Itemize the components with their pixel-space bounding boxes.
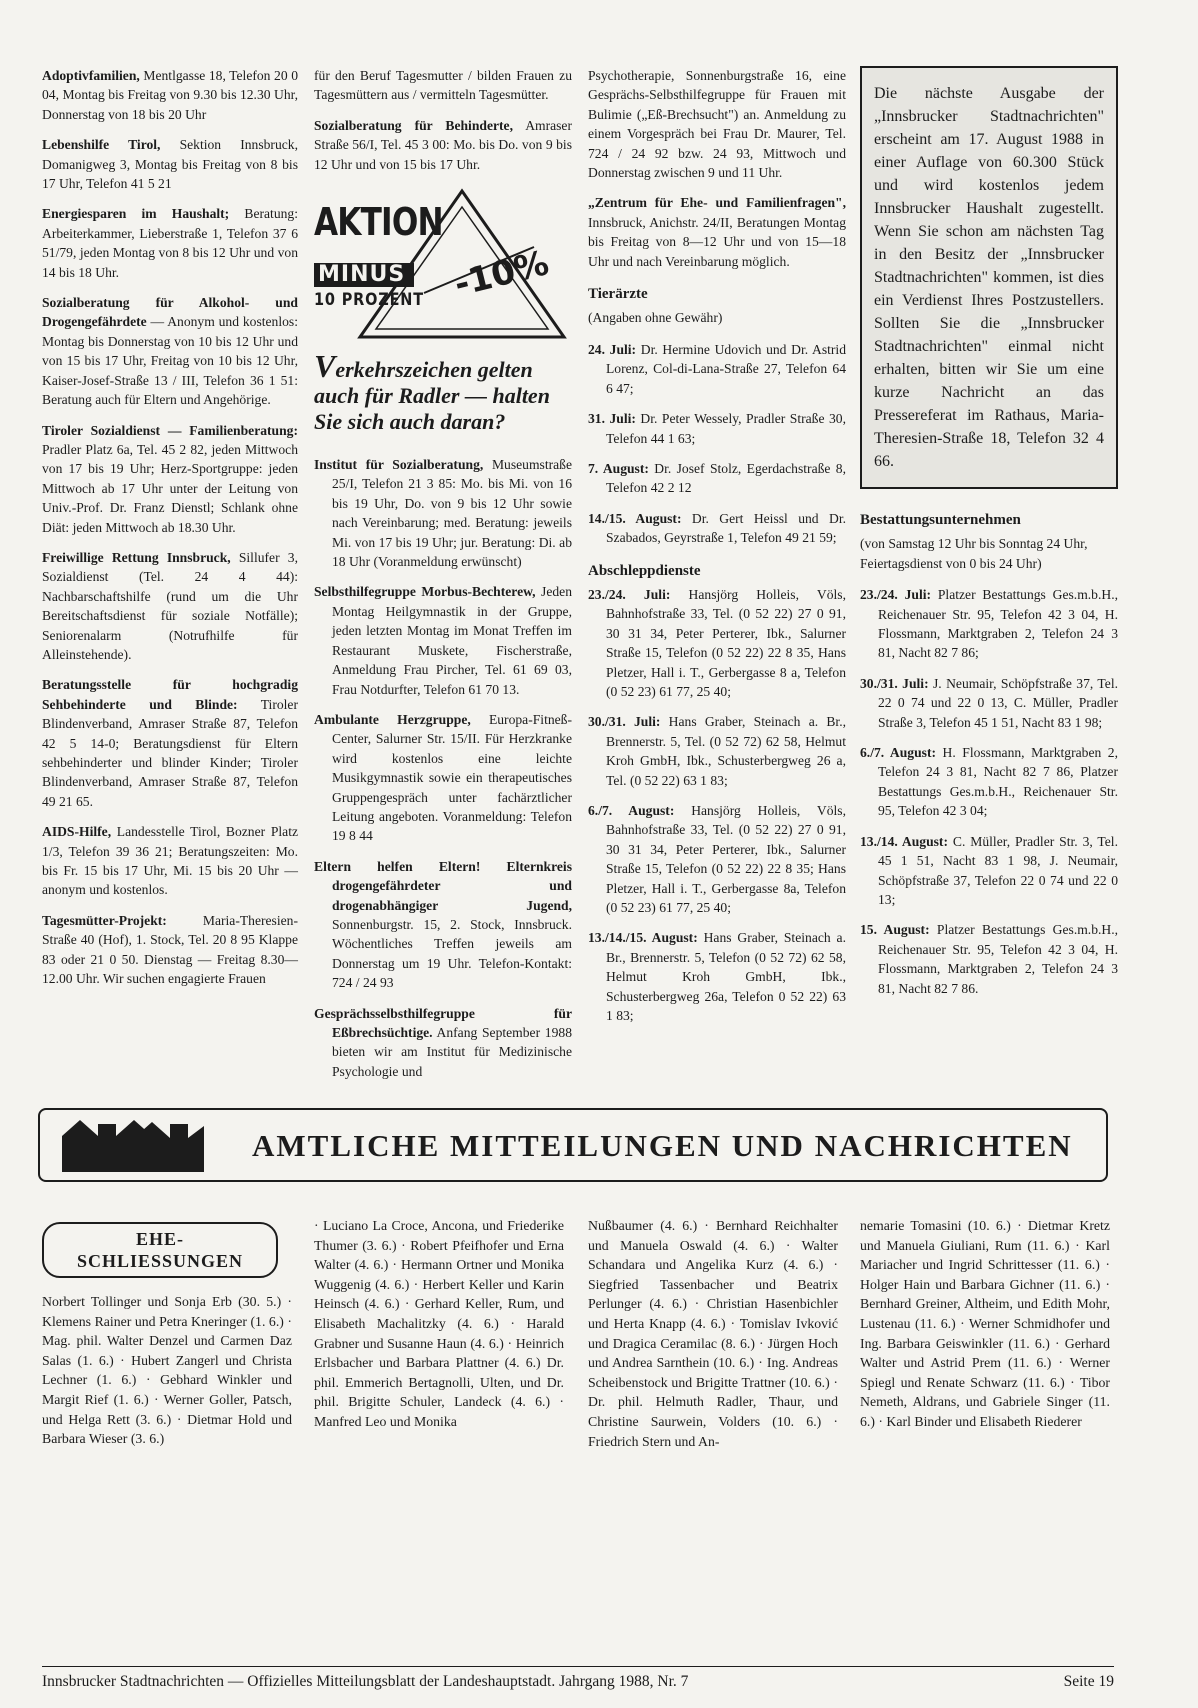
entry	[314, 116, 572, 174]
column-1	[42, 66, 298, 999]
entry-heading: Adoptivfamilien,	[42, 68, 140, 83]
entry-heading: Sozialberatung für Alkohol- und Drogengefährdete	[42, 295, 298, 330]
abschlepp-list	[588, 585, 846, 1026]
aktion-prozent-label: 10 PROZENT	[314, 290, 424, 311]
entry-text: H. Flossmann, Marktgraben 2, Telefon 24 3 81, Nacht 82 7 86, Platzer Bestattungs Ges.m.b.H., Reichenauer Str. 95, Telefon 42 3 04;	[878, 745, 1118, 819]
entry-text: Sonnenburgstr. 15, 2. Stock, Innsbruck. Wöchentliches Treffen jeweils am Donnerstag um 19 Uhr. Telefon-Kontakt: 724 / 24 93	[332, 916, 572, 991]
entry-text: Platzer Bestattungs Ges.m.b.H., Reichenauer Str. 95, Telefon 42 3 04, H. Flossmann, Marktgraben 2, Telefon 24 3 81, Nacht 82 7 86;	[878, 587, 1118, 661]
entry-heading: 6./7. August:	[860, 745, 937, 761]
column-2	[314, 66, 572, 1092]
entry-text: Anfang September 1988 bieten wir am Institut für Medizinische Psychologie und	[332, 1025, 572, 1079]
column-2-bottom-entries	[314, 455, 572, 1081]
entry-heading: Ambulante Herzgruppe,	[314, 711, 471, 727]
banner-title: AMTLICHE MITTEILUNGEN UND NACHRICHTEN	[252, 1128, 1073, 1163]
verkehr-headline	[314, 348, 572, 435]
entry-text: Beratung: Arbeiterkammer, Lieberstraße 1, Telefon 37 6 51/79, jeden Montag von 8 bis 12 Uhr und von 14 bis 18 Uhr.	[42, 206, 298, 280]
entry-text: Landesstelle Tirol, Bozner Platz 1/3, Telefon 39 36 21; Beratungszeiten: Mo. bis Fr. 15 bis 17 Uhr, Mi. 15 bis 20 Uhr — anonym und kostenlos.	[42, 824, 298, 898]
entry	[314, 455, 572, 571]
entry-heading: 13./14. August:	[860, 833, 948, 849]
verkehr-initial: V	[314, 348, 336, 385]
page-number: Seite 19	[1063, 1673, 1114, 1690]
entry-text: C. Müller, Pradler Str. 3, Tel. 45 1 51, Nacht 83 1 98, J. Neumair, Schöpfstraße 37, Telefon 22 0 74 und 22 0 13;	[878, 833, 1118, 907]
entry-text: Tiroler Blindenverband, Amraser Straße 87, Telefon 42 5 14-0; Beratungsdienst für Eltern sehbehinderter und blinder Kinder; Tiroler Blindenverband, Amraser Straße 87, Telefon 49 21 65.	[42, 696, 298, 809]
entry	[588, 409, 846, 448]
footer-title: Innsbrucker Stadtnachrichten — Offizielles Mitteilungsblatt der Landeshauptstadt. Jahrgang 1988, Nr. 7	[42, 1673, 689, 1690]
entry-text: Sektion Innsbruck, Domanigweg 3, Montag bis Freitag von 8 bis 17 Uhr, Telefon 41 5 21	[42, 137, 298, 192]
entry	[588, 340, 846, 398]
entry-heading: Eltern helfen Eltern! Elternkreis drogengefährdeter und drogenabhängiger Jugend,	[314, 858, 572, 913]
entry-heading: 15. August:	[860, 922, 930, 938]
entry-text: Hansjörg Holleis, Völs, Bahnhofstraße 33, Tel. (0 52 22) 27 0 91, 30 31 34, Peter Perterer, Ibk., Salurner Straße 15, Telefon (0 52 22) 22 8 35, Hans Pletzer, Hall i. T., Gerbergasse 8 a, Telefon (0 52 23) 61 77, 25 40;	[606, 586, 846, 699]
ehe-column-4: nemarie Tomasini (10. 6.) · Dietmar Kretz und Manuela Giuliani, Rum (11. 6.) · Karl Mariacher und Ingrid Schrittesser (11. 6.) · Holger Hain und Barbara Gichner (11. 6.) · Bernhard Greiner, Altheim, und Edith Mohr, Lustenau (11. 6.) · Werner Schmidhofer und Ing. Barbara Geiswinkler (11. 6.) · Gerhard Walter und Astrid Prem (11. 6.) · Werner Spiegl und Renate Schwarz (11. 6.) · Tibor Nemeth, Aldrans, und Gabriele Singer (11. 6.) · Karl Binder und Elisabeth Riederer	[860, 1218, 1110, 1429]
entry-heading: 13./14./15. August:	[588, 930, 698, 946]
notice-box: Die nächste Ausgabe der „Innsbrucker Stadtnachrichten" erscheint am 17. August 1988 in einer Auflage von 60.300 Stück und wird kostenlos jedem Innsbrucker Haushalt zugestellt. Wenn Sie schon am nächsten Tag in den Besitz der „Innsbrucker Stadtnachrichten" kommen, ist dies ein Verdienst Ihres Postzustellers. Sollten Sie die „Innsbrucker Stadtnachrichten" einmal nicht erhalten, bitten wir Sie um eine kurze Nachricht an das Pressereferat im Rathaus, Maria-Theresien-Straße 18, Telefon 32 4 66.	[860, 66, 1118, 489]
entry-heading: 7. August:	[588, 460, 649, 476]
entry-text: Jeden Montag Heilgymnastik in der Gruppe, jeden letzten Montag im Monat Treffen im Restaurant Muskete, Fischerstraße, Anmeldung Frau Pircher, Tel. 61 69 03, Frau Notdurfter, Telefon 61 70 13.	[332, 584, 572, 697]
entry	[314, 857, 572, 993]
entry-heading: AIDS-Hilfe,	[42, 824, 112, 840]
entry-text: Pradler Platz 6a, Tel. 45 2 82, jeden Mittwoch von 17 bis 19 Uhr; Herz-Sportgruppe: jeden Mittwoch ab 17 Uhr unter der Leitung von Univ.-Prof. Dr. Franz Dienstl; Schlank ohne Diät: jeden Mittwoch ab 18.30 Uhr.	[42, 441, 298, 535]
entry-heading: Beratungsstelle für hochgradig Sehbehinderte und Blinde:	[42, 677, 298, 712]
entry	[42, 548, 298, 664]
entry-heading: „Zentrum für Ehe- und Familienfragen",	[588, 195, 846, 211]
entry	[42, 66, 298, 124]
entry-text: Hans Graber, Steinach a. Br., Brennerstr. 5, Tel. (0 52 72) 62 58, Helmut Kroh GmbH, Ibk., Schusterbergweg 26 a, Tel. (0 52 22) 63 1 83;	[606, 714, 846, 788]
entry	[42, 675, 298, 811]
aktion-minus-label: MINUS	[314, 263, 414, 287]
entry-heading: Sozialberatung für Behinderte,	[314, 117, 513, 133]
entry	[588, 928, 846, 1025]
entry-heading: Selbsthilfegruppe Morbus-Bechterew,	[314, 584, 536, 600]
entry-text: Museumstraße 25/I, Telefon 21 3 85: Mo. bis Mi. von 16 bis 19 Uhr, Do. von 9 bis 12 Uhr sowie nach Vereinbarung; med. Beratung: jeweils Mi. von 17 bis 19 Uhr; jur. Beratung: Di. ab 18 Uhr (Voranmeldung erwünscht)	[332, 457, 572, 570]
aktion-percent-badge: -10%	[450, 243, 553, 306]
entry	[314, 710, 572, 846]
city-houses-icon	[58, 1114, 208, 1174]
entry-heading: 30./31. Juli:	[860, 675, 929, 691]
entry-heading: 30./31. Juli:	[588, 714, 661, 730]
column-4	[860, 66, 1118, 1009]
column-3-top-entries	[588, 66, 846, 271]
entry-text: — Anonym und kostenlos: Montag bis Donnerstag von 10 bis 12 Uhr und von 15 bis 17 Uhr, Freitag von 10 bis 12 Uhr, Kaiser-Josef-Straße 13 / III, Telefon 36 1 51: Beratung auch für Eltern und Angehörige.	[42, 314, 298, 408]
entry	[860, 832, 1118, 910]
entry-heading: 31. Juli:	[588, 411, 636, 427]
bestattung-heading: Bestattungsunternehmen	[860, 512, 1021, 528]
entry	[588, 712, 846, 790]
entry	[314, 66, 572, 105]
entry	[860, 920, 1118, 998]
entry-text: Dr. Josef Stolz, Egerdachstraße 8, Telefon 42 2 12	[606, 460, 847, 496]
bestattung-subtitle: (von Samstag 12 Uhr bis Sonntag 24 Uhr, Feiertagsdienst von 0 bis 24 Uhr)	[860, 536, 1088, 571]
entry	[588, 509, 846, 548]
entry-heading: Energiesparen im Haushalt;	[42, 206, 230, 222]
entry-text: Hansjörg Holleis, Völs, Bahnhofstraße 33, Tel. (0 52 22) 27 0 91, 30 31 34, Peter Perterer, Ibk., Salurner Straße 15, Telefon (0 52 22) 22 8 35; Hans Pletzer, Hall i. T., Gerbergasse 8a, Telefon (0 52 23) 61 77, 25 40;	[606, 803, 846, 916]
entry-text: Maria-Theresien-Straße 40 (Hof), 1. Stock, Tel. 20 8 95 Klappe 83 oder 21 0 50. Dienstag — Freitag 8.30—12.00 Uhr. Wir suchen engagierte Frauen	[42, 912, 298, 987]
entry-text: Platzer Bestattungs Ges.m.b.H., Reichenauer Str. 95, Telefon 42 3 04, H. Flossmann, Marktgraben 2, Telefon 24 3 81, Nacht 82 7 86.	[878, 922, 1119, 996]
entry-text: Sillufer 3, Sozialdienst (Tel. 24 4 44): Nachbarschaftshilfe (rund um die Uhr Bereitschaftsdienst für soziale Notfälle); Seniorenalarm (Notrufhilfe für Alleinstehende).	[42, 549, 298, 662]
entry-heading: 14./15. August:	[588, 510, 682, 526]
entry-text: für den Beruf Tagesmutter / bilden Frauen zu Tagesmüttern aus / vermitteln Tagesmütter.	[314, 68, 572, 103]
entry-heading: 6./7. August:	[588, 803, 675, 818]
entry-text: Dr. Peter Wessely, Pradler Straße 30, Telefon 44 1 63;	[606, 411, 846, 446]
entry-heading: Tiroler Sozialdienst — Familienberatung:	[42, 422, 298, 438]
entry	[42, 911, 298, 989]
entry-heading: Gesprächsselbsthilfegruppe für Eßbrechsüchtige.	[314, 1005, 572, 1040]
entry	[314, 1004, 572, 1082]
entry-text: Amraser Straße 56/I, Tel. 45 3 00: Mo. bis Do. von 9 bis 12 Uhr und von 15 bis 17 Uhr.	[314, 117, 572, 172]
entry	[42, 135, 298, 193]
verkehr-text: erkehrszeichen gelten auch für Radler — halten Sie sich auch daran?	[314, 357, 550, 435]
entry	[42, 293, 298, 409]
entry-heading: Freiwillige Rettung Innsbruck,	[42, 549, 231, 565]
entry	[42, 204, 298, 282]
aktion-title: AKTION	[314, 200, 443, 245]
entry	[860, 674, 1118, 732]
abschlepp-heading: Abschleppdienste	[588, 562, 701, 579]
entry	[42, 421, 298, 537]
amtliche-banner	[38, 1108, 1108, 1182]
eheschliessungen-heading	[42, 1222, 278, 1278]
entry-text: J. Neumair, Schöpfstraße 37, Tel. 22 0 74 und 22 0 13, C. Müller, Pradler Straße 3, Telefon 45 1 51, Nacht 83 1 98;	[878, 675, 1118, 730]
ehe-column-1	[42, 1216, 292, 1449]
aktion-minus-graphic	[314, 185, 574, 345]
entry-text: Innsbruck, Anichstr. 24/II, Beratungen Montag bis Freitag von 8—12 Uhr und von 15—18 Uhr und nach Vereinbarung möglich.	[588, 214, 846, 269]
entry-text: Psychotherapie, Sonnenburgstraße 16, eine Gesprächs-Selbsthilfegruppe für Frauen mit Bulimie („Eß-Brechsucht") an. Anmeldung zu einem Vorgespräch bei Frau Dr. Maurer, Tel. 724 / 24 92 bzw. 24 93, Mittwoch und Donnerstag zwischen 9 und 11 Uhr.	[588, 68, 846, 181]
entry-heading: Lebenshilfe Tirol,	[42, 137, 161, 153]
entry	[860, 743, 1118, 821]
entry-heading: Institut für Sozialberatung,	[314, 457, 484, 473]
entry-text: Europa-Fitneß-Center, Salurner Str. 15/II. Für Herzkranke wird kostenlos eine leichte Musikgymnastik sowie ein therapeutisches Gruppengespräch unter fachärztlicher Leitung angeboten. Voranmeldung: Telefon 19 8 44	[332, 711, 572, 844]
entry-text: Mentlgasse 18, Telefon 20 0 04, Montag bis Freitag von 9.30 bis 12.30 Uhr, Donnerstag von 18 bis 20 Uhr	[42, 68, 298, 122]
entry-text: Dr. Hermine Udovich und Dr. Astrid Lorenz, Col-di-Lana-Straße 27, Telefon 64 6 47;	[606, 341, 847, 396]
entry	[860, 585, 1118, 663]
ehe-column-2: · Luciano La Croce, Ancona, und Friederike Thumer (3. 6.) · Robert Pfeifhofer und Erna Walter (4. 6.) · Hermann Ortner und Monika Wuggenig (4. 6.) · Herbert Keller und Karin Heinsch (4. 6.) · Gerhard Keller, Rum, und Elisabeth Machalitzky (4. 6.) · Harald Grabner und Susanne Haun (4. 6.) · Heinrich Erlsbacher und Barbara Plattner (4. 6.) Dr. phil. Emmerich Bertagnolli, Ulten, und Dr. phil. Brigitte Schuler, Landeck (4. 6.) · Manfred Leo und Monika	[314, 1218, 564, 1429]
entry-heading: 23./24. Juli:	[860, 587, 932, 603]
entry-heading: 23./24. Juli:	[588, 586, 671, 602]
tieraerzte-heading: Tierärzte	[588, 286, 648, 303]
tieraerzte-subtitle: (Angaben ohne Gewähr)	[588, 310, 723, 326]
column-3	[588, 66, 846, 1036]
entry	[588, 585, 846, 701]
entry-heading: 24. Juli:	[588, 341, 637, 357]
entry	[588, 459, 846, 498]
entry-heading: Tagesmütter-Projekt:	[42, 912, 167, 928]
page-footer	[42, 1666, 1114, 1690]
entry	[588, 66, 846, 182]
ehe-heading-line1: EHE-	[135, 1229, 184, 1249]
entry	[588, 801, 846, 917]
ehe-column-3: Nußbaumer (4. 6.) · Bernhard Reichhalter und Manuela Oswald (4. 6.) · Walter Schandara und Angelika Kurz (4. 6.) · Siegfried Tassenbacher und Beatrix Perlunger (4. 6.) · Christian Hasenbichler und Herta Knapp (4. 6.) · Tomislav Ivković und Dragica Ceramilac (8. 6.) · Jürgen Hoch und Andrea Sarnthein (10. 6.) · Ing. Andreas Scheibenstock und Brigitte Trattner (10. 6.) · Dr. phil. Helmuth Radler, Thaur, und Christine Saurwein, Volders (10. 6.) · Friedrich Stern und An-	[588, 1218, 838, 1449]
entry-text: Dr. Gert Heissl und Dr. Szabados, Geyrstraße 1, Telefon 49 21 59;	[606, 510, 846, 546]
entry	[588, 193, 846, 271]
entry-text: Hans Graber, Steinach a. Br., Brennerstr. 5, Telefon (0 52 72) 62 58, Helmut Kroh GmbH, Ibk., Schusterbergweg 26a, Telefon 0 52 22) 63 1 83;	[606, 930, 846, 1024]
ehe-text-1: Norbert Tollinger und Sonja Erb (30. 5.) · Klemens Rainer und Petra Kneringer (1. 6.) · Mag. phil. Walter Denzel und Carmen Daz Salas (1. 6.) · Hubert Zangerl und Christa Lechner (1. 6.) · Gebhard Winkler und Margit Rief (1. 6.) · Werner Goller, Patsch, und Helga Rett (3. 6.) · Dietmar Hold und Barbara Wieser (3. 6.)	[42, 1294, 292, 1447]
column-2-top-entries	[314, 66, 572, 174]
bestattung-list	[860, 585, 1118, 998]
tieraerzte-list	[588, 340, 846, 548]
entry	[314, 582, 572, 698]
entry	[42, 822, 298, 900]
ehe-heading-line2: SCHLIESSUNGEN	[76, 1251, 244, 1271]
